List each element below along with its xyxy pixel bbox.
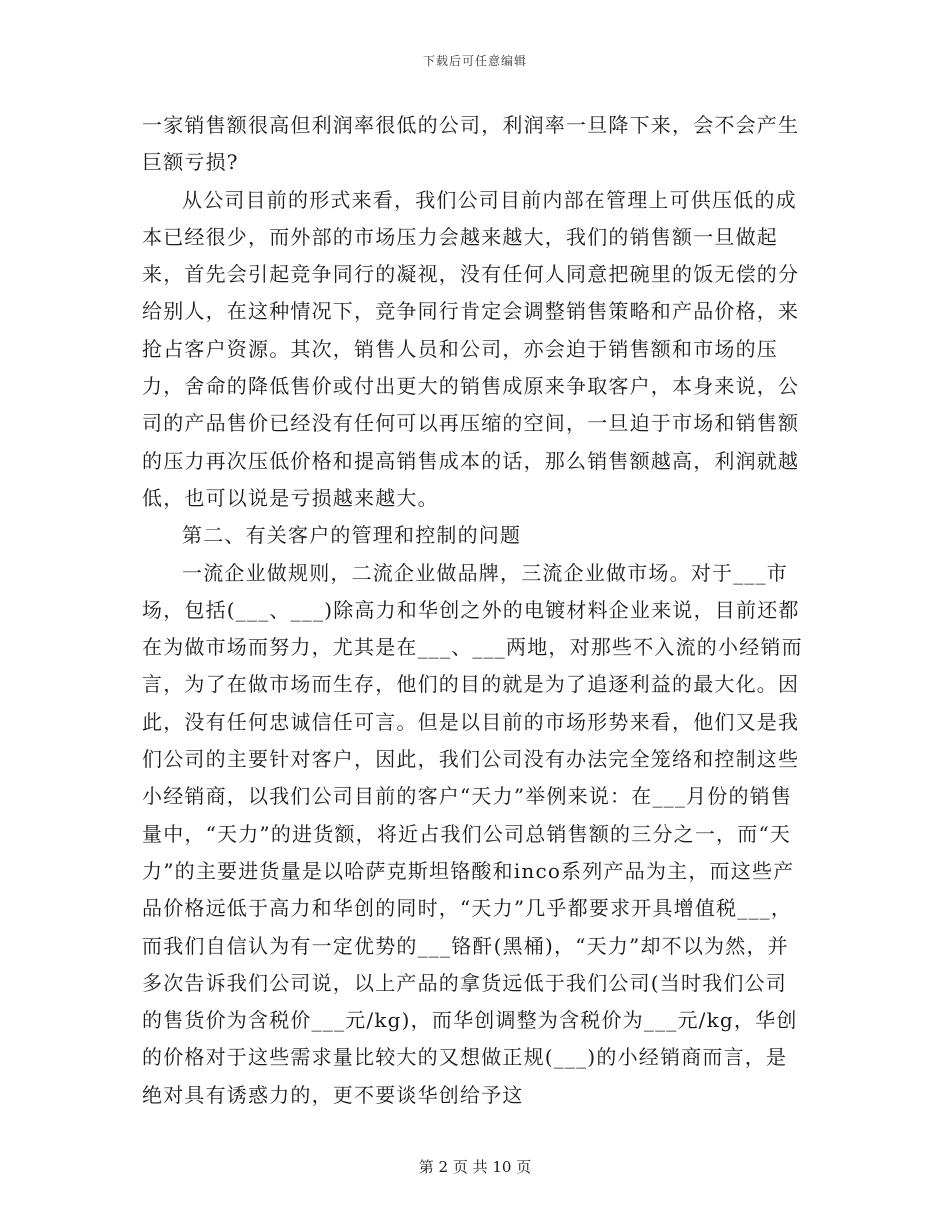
document-body (142, 107, 808, 1114)
paragraph-3: 一流企业做规则，二流企业做品牌，三流企业做市场。对于___市场，包括(___、___)除高力和华创之外的电镀材料企业来说，目前还都在为做市场而努力，尤其是在___、___两地，对那些不入流的小经销而言，为了在做市场而生存，他们的目的就是为了追逐利益的最大化。因此，没有任何忠诚信任可言。但是以目前的市场形势来看，他们又是我们公司的主要针对客户，因此，我们公司没有办法完全笼络和控制这些小经销商，以我们公司目前的客户“天力”举例来说：在___月份的销售量中，“天力”的进货额，将近占我们公司总销售额的三分之一，而“天力”的主要进货量是以哈萨克斯坦铬酸和inco系列产品为主，而这些产品价格远低于高力和华创的同时，“天力”几乎都要求开具增值税___，而我们自信认为有一定优势的___铬酐(黑桶)，“天力”却不以为然，并多次告诉我们公司说，以上产品的拿货远低于我们公司(当时我们公司的售货价为含税价___元/kg)，而华创调整为含税价为___元/kg，华创的价格对于这些需求量比较大的又想做正规(___)的小经销商而言，是绝对具有诱惑力的，更不要谈华创给予这 (142, 560, 803, 1107)
paragraph-1: 一家销售额很高但利润率很低的公司，利润率一旦降下来，会不会产生巨额亏损? (142, 113, 800, 175)
paragraph-2: 从公司目前的形式来看，我们公司目前内部在管理上可供压低的成本已经很少，而外部的市场压力会越来越大，我们的销售额一旦做起来，首先会引起竞争同行的凝视，没有任何人同意把碗里的饭无偿的分给别人，在这种情况下，竞争同行肯定会调整销售策略和产品价格，来抢占客户资源。其次，销售人员和公司，亦会迫于销售额和市场的压力，舍命的降低售价或付出更大的销售成原来争取客户，本身来说，公司的产品售价已经没有任何可以再压缩的空间，一旦迫于市场和销售额的压力再次压低价格和提高销售成本的话，那么销售额越高，利润就越低，也可以说是亏损越来越大。 (142, 187, 800, 510)
section-heading: 第二、有关客户的管理和控制的问题 (182, 523, 522, 548)
page-number: 第 2 页 共 10 页 (418, 1158, 532, 1176)
page-header: 下载后可任意编辑 (422, 54, 527, 68)
